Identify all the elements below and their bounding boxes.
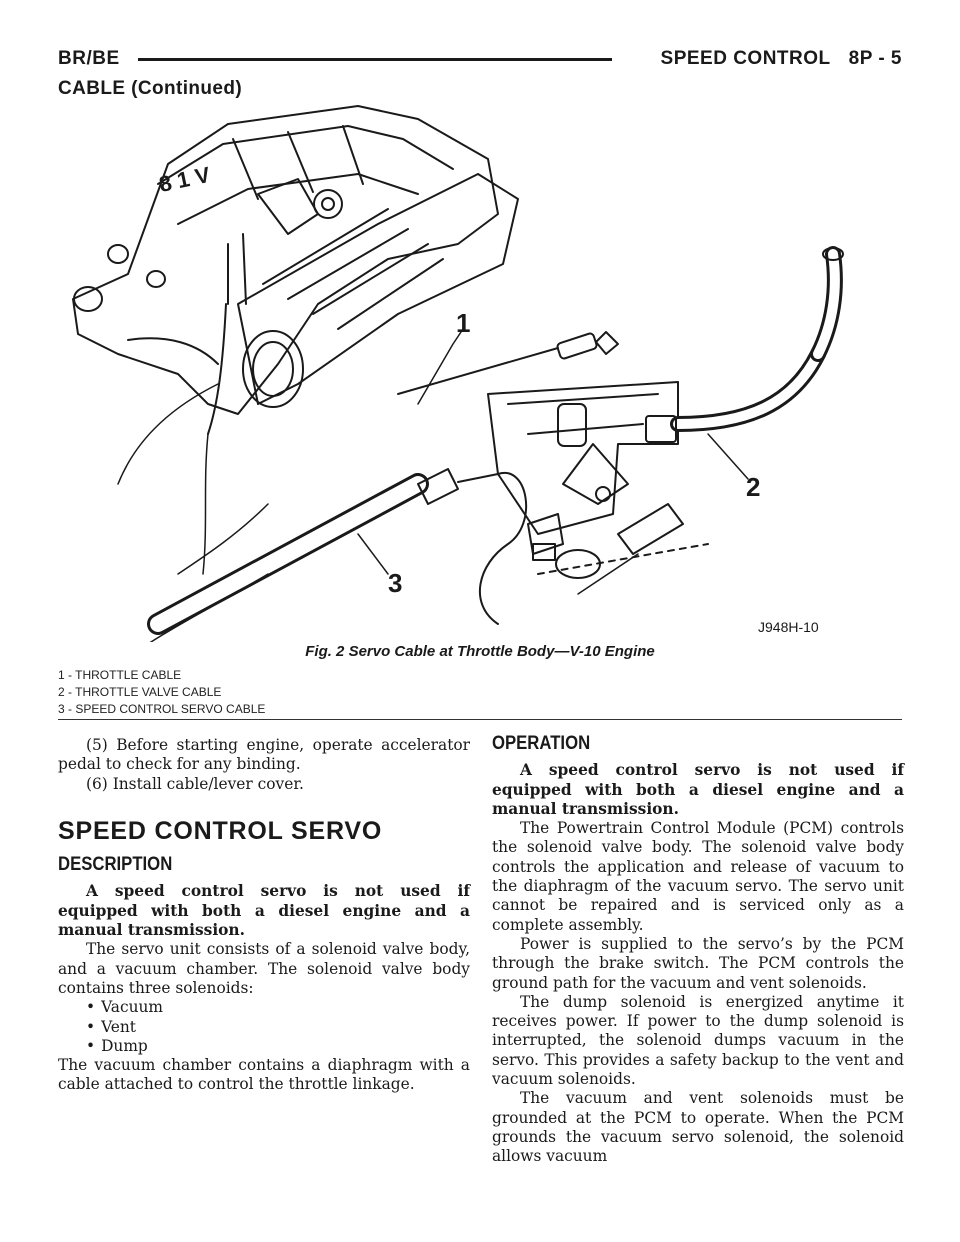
operation-warning: A speed control servo is not used if equipped with both a diesel engine and a manual transmission.: [492, 761, 904, 818]
list-item: • Vent: [86, 1018, 470, 1037]
operation-paragraph: The Powertrain Control Module (PCM) controls the solenoid valve body. The solenoid valve body controls the application and release of vacuum to the diaphragm of the vacuum servo. The servo unit cannot be repaired and is serviced only as a complete assembly.: [492, 819, 904, 934]
operation-paragraph: The dump solenoid is energized anytime it receives power. If power to the dump solenoid is interrupted, the solenoid dumps vacuum in the servo. This provides a safety backup to the vent and vacuum solenoids.: [492, 992, 904, 1089]
description-heading: DESCRIPTION: [58, 854, 173, 876]
solenoid-list: [58, 998, 470, 1056]
legend-rule: [58, 719, 902, 720]
section-heading: SPEED CONTROL SERVO: [58, 816, 383, 845]
step-6: (6) Install cable/lever cover.: [86, 774, 304, 793]
section-title-block: [661, 48, 902, 70]
right-column: [492, 733, 904, 1167]
description-outro: The vacuum chamber contains a diaphragm with a cable attached to control the throttle linkage.: [58, 1056, 470, 1094]
step-5: (5) Before starting engine, operate accelerator pedal to check for any binding.: [58, 736, 470, 774]
svg-text:8 1 V: 8 1 V: [156, 161, 213, 197]
legend-item: 2 - THROTTLE VALVE CABLE: [58, 685, 222, 699]
operation-paragraph: The vacuum and vent solenoids must be grounded at the PCM to operate. When the PCM grounds the vacuum servo solenoid, the solenoid allows vacuum: [492, 1089, 904, 1166]
list-item: • Dump: [86, 1037, 470, 1056]
page-number: 8P - 5: [848, 48, 902, 69]
section-title: SPEED CONTROL: [660, 48, 831, 69]
operation-heading: OPERATION: [492, 733, 591, 754]
description-intro: The servo unit consists of a solenoid valve body, and a vacuum chamber. The solenoid valve body contains three solenoids:: [58, 940, 470, 997]
description-warning: A speed control servo is not used if equipped with both a diesel engine and a manual transmission.: [58, 882, 470, 940]
figure-code: J948H-10: [758, 619, 819, 635]
callout-1: 1: [456, 308, 471, 338]
legend-item: 1 - THROTTLE CABLE: [58, 668, 182, 682]
figure-legend: [58, 667, 265, 718]
legend-item: 3 - SPEED CONTROL SERVO CABLE: [58, 702, 266, 716]
engine-illustration: [58, 104, 902, 642]
figure-caption: Fig. 2 Servo Cable at Throttle Body—V-10 Engine: [305, 643, 655, 660]
callout-3: 3: [388, 568, 403, 598]
list-item: • Vacuum: [86, 998, 470, 1017]
page-header: [58, 48, 902, 74]
engine-figure: [58, 104, 902, 642]
operation-paragraph: Power is supplied to the servo’s by the PCM through the brake switch. The PCM controls the ground path for the vacuum and vent solenoids.: [492, 934, 904, 992]
left-column: [58, 736, 470, 1095]
continued-heading: CABLE (Continued): [58, 78, 243, 99]
header-rule: [138, 58, 612, 61]
callout-2: 2: [746, 472, 761, 502]
model-code: BR/BE: [58, 48, 120, 69]
